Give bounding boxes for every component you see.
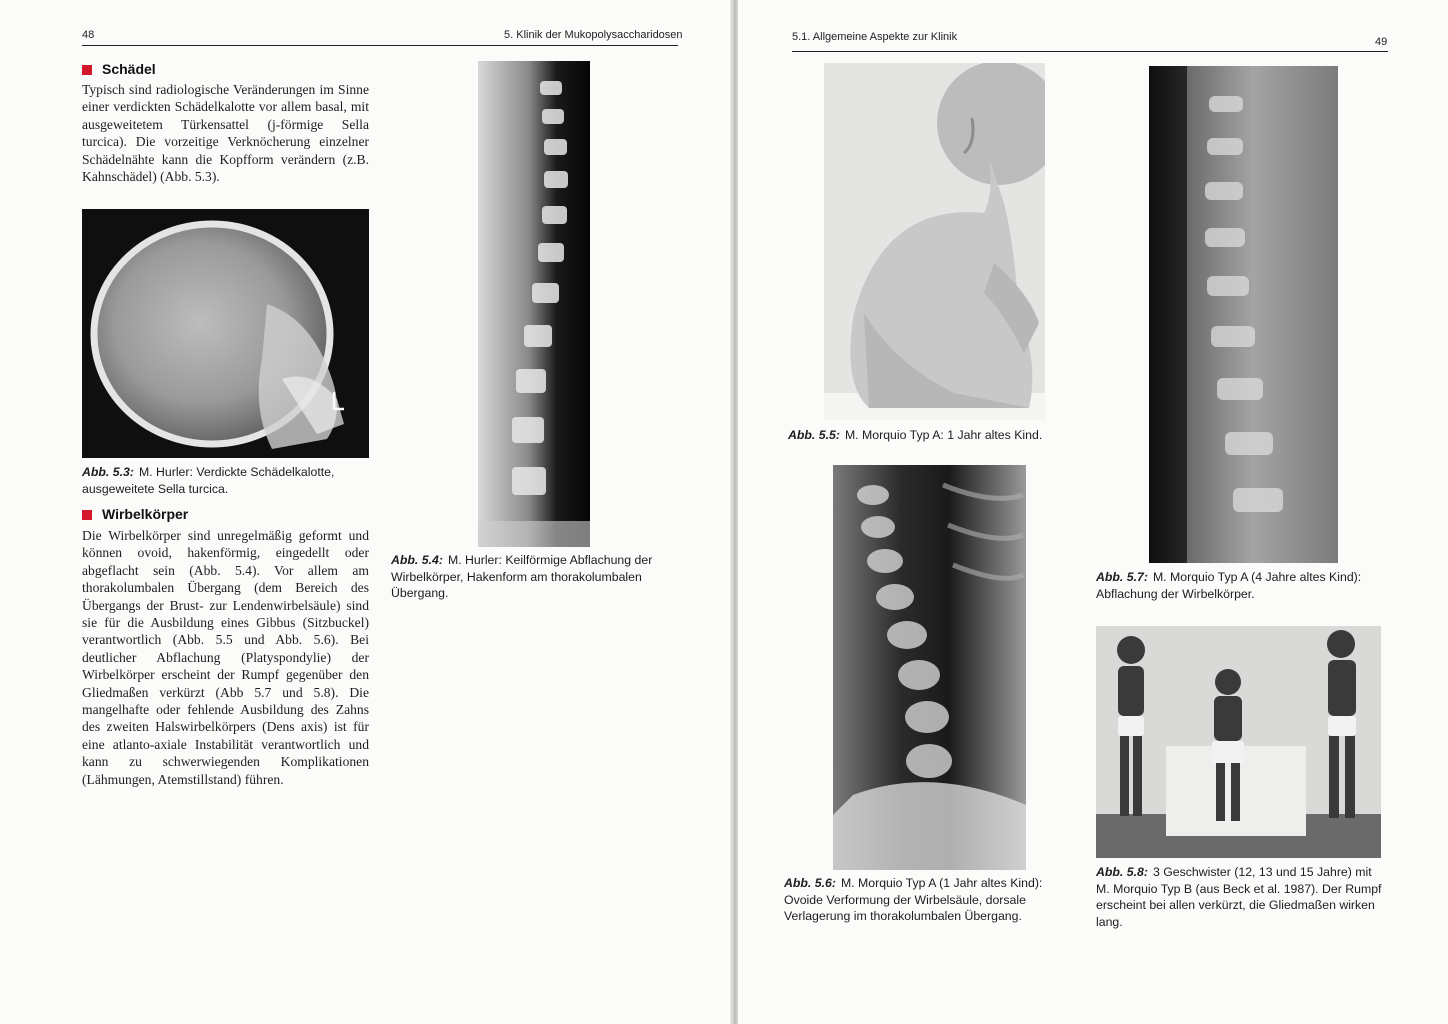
figure-spine-xray-hurler [478,61,590,547]
figure-caption-5-6: Abb. 5.6: M. Morquio Typ A (1 Jahr altes Kind): Ovoide Verformung der Wirbelsäule, dorsale Verlagerung im thorakolumbalen Übergang. [784,876,1043,923]
page-number: 49 [1375,36,1388,48]
figure-spine-xray-morquio-child [1149,66,1338,563]
figure-caption-5-5: Abb. 5.5: M. Morquio Typ A: 1 Jahr altes Kind. [788,428,1043,442]
section-heading-wirbelkoerper: Wirbelkörper [82,506,188,522]
figure-spine-xray-morquio-infant [833,465,1026,870]
figure-siblings-photo [1096,626,1381,858]
figure-caption-5-7: Abb. 5.7: M. Morquio Typ A (4 Jahre altes Kind): Abflachung der Wirbelkörper. [1096,570,1362,601]
body-paragraph-wirbelkoerper: Die Wirbelkörper sind unregelmäßig geformt und können ovoid, hakenförmig, eingedellt oder abgeflacht sein (Abb. 5.4). Vor allem am thorakolumbalen Übergang (dem Bereich des Übergangs der Brust- zur Lendenwirbelsäule) sind sie für die Ausbildung eines Gibbus (Sitzbuckel) verantwortlich (Abb. 5.5 und Abb. 5.6). Bei deutlicher Abflachung (Platyspondylie) der Wirbelkörper erscheint der Rumpf gegenüber den Gliedmaßen verkürzt (Abb 5.7 und 5.8). Die mangelhafte oder fehlende Ausbildung des Zahns des zweiten Halswirbelkörpers (Dens axis) ist für eine atlanto-axiale Instabilität verantwortlich und kann zu schwerwiegenden Komplikationen (Lähmungen, Atemstillstand) führen. [82,528,369,787]
body-paragraph-schaedel: Typisch sind radiologische Veränderungen im Sinne einer verdickten Schädelkalotte vor allem basal, mit ausgeweitetem Türkensattel (j-förmige Sella turcica). Die vorzeitige Verknöcherung einzelner Schädelnähte kann die Kopfform verändern (z.B. Kahnschädel) (Abb. 5.3). [82,82,369,185]
running-header: 5.1. Allgemeine Aspekte zur Klinik [792,31,958,43]
heading-marker-icon [82,510,92,520]
figure-caption-5-4: Abb. 5.4: M. Hurler: Keilförmige Abflachung der Wirbelkörper, Hakenform am thorakolumbalen Übergang. [391,553,653,600]
figure-skull-xray [82,209,369,458]
section-heading-schaedel: Schädel [82,61,156,77]
header-rule [82,45,678,46]
heading-marker-icon [82,65,92,75]
header-rule [792,51,1388,52]
figure-caption-5-3: Abb. 5.3: M. Hurler: Verdickte Schädelkalotte, ausgeweitete Sella turcica. [82,465,335,496]
figure-caption-5-8: Abb. 5.8: 3 Geschwister (12, 13 und 15 Jahre) mit M. Morquio Typ B (aus Beck et al. 1987). Der Rumpf erscheint bei allen verkürzt, die Gliedmaßen wirken lang. [1096,865,1382,929]
right-page [738,0,1448,1024]
figure-child-photo [824,63,1045,420]
running-header: 5. Klinik der Mukopolysaccharidosen [504,29,683,41]
page-number: 48 [82,29,95,41]
